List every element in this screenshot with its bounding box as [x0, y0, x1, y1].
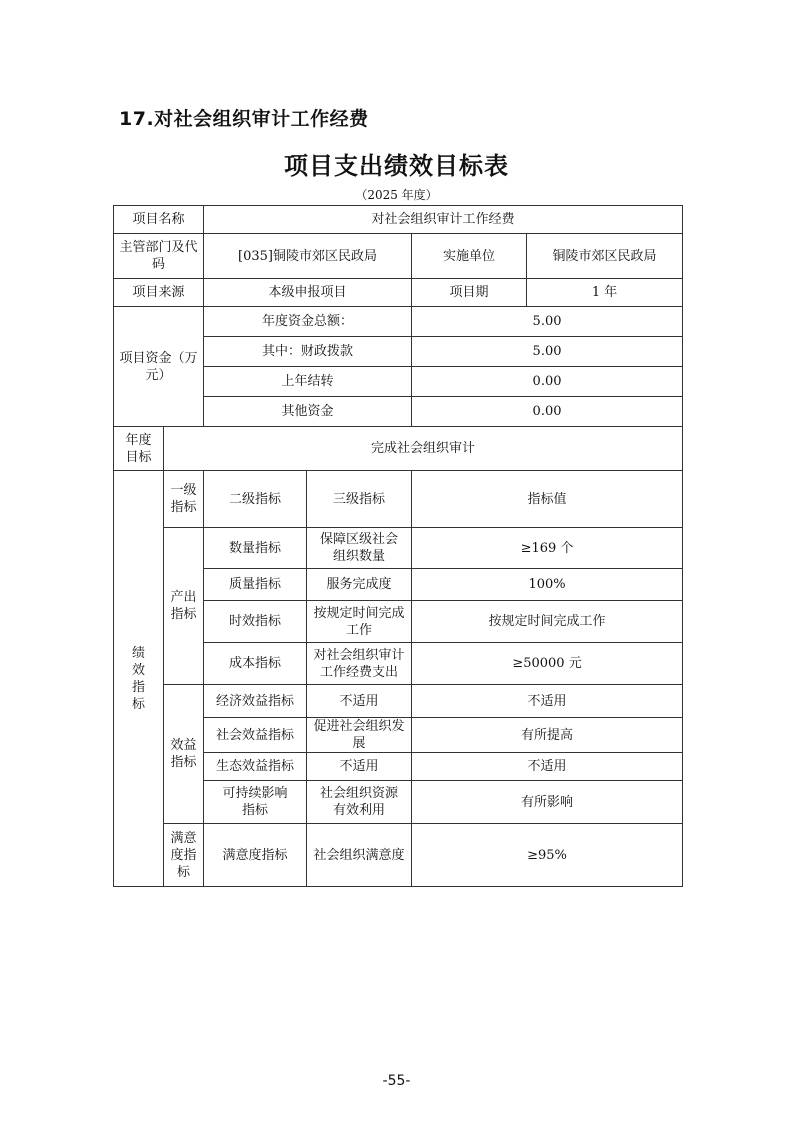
- indicator-level3: 社会组织资源有效利用: [307, 781, 412, 824]
- indicator-value: 有所影响: [412, 781, 683, 824]
- indicator-level3: 服务完成度: [307, 569, 412, 601]
- section-heading: 17.对社会组织审计工作经费: [119, 108, 369, 130]
- group-output: 产出指标: [164, 528, 204, 685]
- funds-label: 年度资金总额：: [204, 307, 412, 337]
- value-source: 本级申报项目: [204, 279, 412, 307]
- label-source: 项目来源: [114, 279, 204, 307]
- indicator-level2: 成本指标: [204, 643, 307, 685]
- indicator-level3: 保障区级社会组织数量: [307, 528, 412, 569]
- year-label: （2025 年度）: [355, 188, 438, 202]
- label-project-name: 项目名称: [114, 206, 204, 234]
- header-level3: 三级指标: [307, 471, 412, 528]
- indicator-value: ≥95%: [412, 824, 683, 887]
- indicator-level3: 不适用: [307, 753, 412, 781]
- funds-label: 其中：财政拨款: [204, 337, 412, 367]
- label-funds: 项目资金（万元）: [114, 307, 204, 427]
- performance-table: [113, 205, 683, 887]
- indicator-value: 按规定时间完成工作: [412, 601, 683, 643]
- header-value: 指标值: [412, 471, 683, 528]
- header-level2: 二级指标: [204, 471, 307, 528]
- value-impl-unit: 铜陵市郊区民政局: [527, 234, 683, 279]
- header-level1: 一级指标: [164, 471, 204, 528]
- indicator-level2: 可持续影响指标: [204, 781, 307, 824]
- indicator-level2: 数量指标: [204, 528, 307, 569]
- indicator-level2: 社会效益指标: [204, 718, 307, 753]
- indicator-value: 不适用: [412, 685, 683, 718]
- value-period: 1 年: [527, 279, 683, 307]
- label-period: 项目期: [412, 279, 527, 307]
- page-number: -55-: [382, 1073, 411, 1089]
- label-dept: 主管部门及代码: [114, 234, 204, 279]
- indicator-level3: 社会组织满意度: [307, 824, 412, 887]
- funds-label: 其他资金: [204, 397, 412, 427]
- funds-value: 5.00: [412, 337, 683, 367]
- indicator-level3: 按规定时间完成工作: [307, 601, 412, 643]
- indicator-level3: 对社会组织审计工作经费支出: [307, 643, 412, 685]
- indicator-value: 不适用: [412, 753, 683, 781]
- value-dept: [035]铜陵市郊区民政局: [204, 234, 412, 279]
- indicator-value: ≥50000 元: [412, 643, 683, 685]
- funds-value: 0.00: [412, 397, 683, 427]
- label-perf-indicator: 绩效指标: [114, 471, 164, 887]
- label-impl-unit: 实施单位: [412, 234, 527, 279]
- label-annual-goal: 年度目标: [114, 427, 164, 471]
- indicator-level3: 促进社会组织发展: [307, 718, 412, 753]
- indicator-level2: 时效指标: [204, 601, 307, 643]
- indicator-level2: 经济效益指标: [204, 685, 307, 718]
- indicator-level2: 生态效益指标: [204, 753, 307, 781]
- indicator-value: 有所提高: [412, 718, 683, 753]
- value-project-name: 对社会组织审计工作经费: [204, 206, 683, 234]
- page-title: 项目支出绩效目标表: [284, 152, 509, 180]
- funds-label: 上年结转: [204, 367, 412, 397]
- funds-value: 5.00: [412, 307, 683, 337]
- indicator-level2: 满意度指标: [204, 824, 307, 887]
- group-satisfaction: 满意度指标: [164, 824, 204, 887]
- indicator-value: ≥169 个: [412, 528, 683, 569]
- indicator-value: 100%: [412, 569, 683, 601]
- value-annual-goal: 完成社会组织审计: [164, 427, 683, 471]
- indicator-level2: 质量指标: [204, 569, 307, 601]
- indicator-level3: 不适用: [307, 685, 412, 718]
- funds-value: 0.00: [412, 367, 683, 397]
- group-benefit: 效益指标: [164, 685, 204, 824]
